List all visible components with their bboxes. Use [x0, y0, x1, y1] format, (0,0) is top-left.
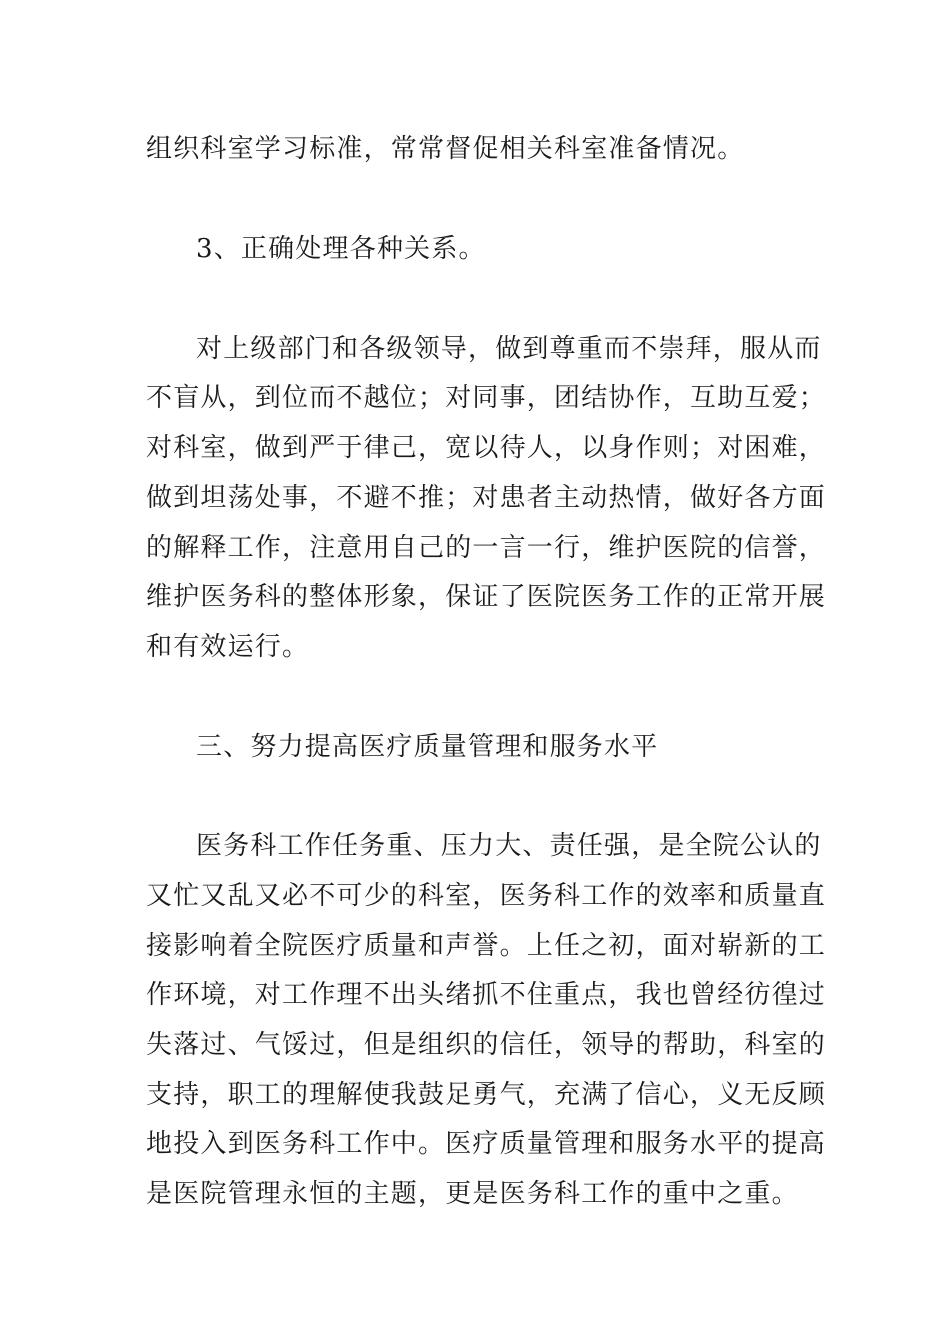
section-heading: 三、努力提高医疗质量管理和服务水平: [196, 732, 659, 762]
text-line: 支持，职工的理解使我鼓足勇气，充满了信心，义无反顾: [146, 1080, 827, 1110]
text-line: 的解释工作，注意用自己的一言一行，维护医院的信誉，: [146, 533, 827, 563]
text-line: 又忙又乱又必不可少的科室，医务科工作的效率和质量直: [146, 881, 827, 911]
text-line: 不盲从，到位而不越位；对同事，团结协作，互助互爱；: [146, 383, 827, 413]
text-line: 是医院管理永恒的主题，更是医务科工作的重中之重。: [146, 1179, 799, 1209]
text-line: 接影响着全院医疗质量和声誉。上任之初，面对崭新的工: [146, 931, 827, 961]
text-line: 对科室，做到严于律己，宽以待人，以身作则；对困难，: [146, 433, 827, 463]
text-line: 作环境，对工作理不出头绪抓不住重点，我也曾经彷徨过: [146, 980, 827, 1010]
text-line: 对上级部门和各级领导，做到尊重而不崇拜，服从而: [196, 334, 822, 364]
text-line: 维护医务科的整体形象，保证了医院医务工作的正常开展: [146, 582, 827, 612]
text-line: 和有效运行。: [146, 632, 310, 662]
subheading-line: 3、正确处理各种关系。: [196, 234, 486, 264]
text-line: 医务科工作任务重、压力大、责任强，是全院公认的: [196, 831, 822, 861]
text-line: 做到坦荡处事，不避不推；对患者主动热情，做好各方面: [146, 483, 827, 513]
text-line: 失落过、气馁过，但是组织的信任，领导的帮助，科室的: [146, 1030, 827, 1060]
text-line: 组织科室学习标准，常常督促相关科室准备情况。: [146, 134, 745, 164]
text-line: 地投入到医务科工作中。医疗质量管理和服务水平的提高: [146, 1129, 827, 1159]
